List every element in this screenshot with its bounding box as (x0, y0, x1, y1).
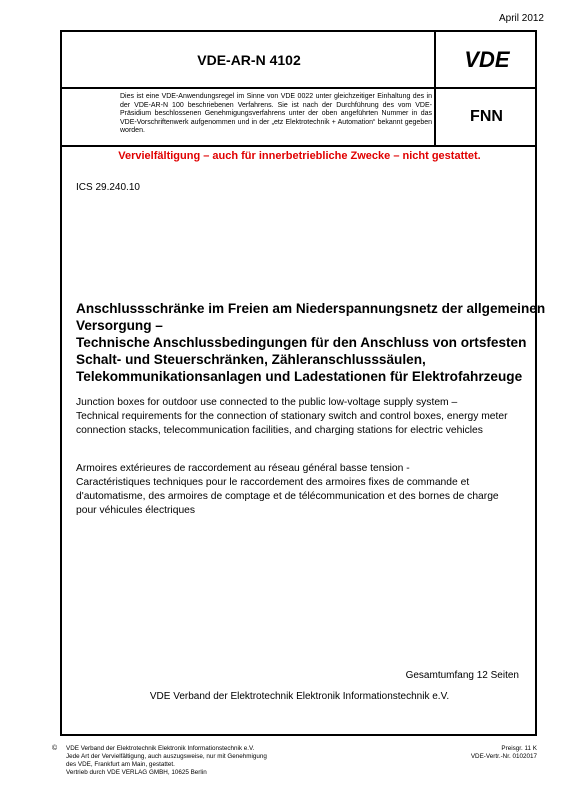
ics-code: ICS 29.240.10 (76, 182, 140, 193)
vde-logo-text: VDE (463, 48, 510, 71)
title-fr-line: Armoires extérieures de raccordement au réseau général basse tension - (76, 463, 410, 474)
title-en-line: Technical requirements for the connection of stationary switch and control boxes, energy meter (76, 411, 508, 422)
header-right (436, 32, 537, 145)
footer (52, 745, 537, 795)
footer-line: Vertrieb durch VDE VERLAG GMBH, 10625 Berlin (66, 769, 207, 776)
page-count: Gesamtumfang 12 Seiten (405, 670, 519, 681)
standard-number: VDE-AR-N 4102 (62, 32, 436, 89)
copyright-icon: © (52, 745, 58, 752)
title-de-line: Technische Anschlussbedingungen für den Anschluss von ortsfesten (76, 335, 527, 350)
vde-logo (436, 32, 537, 89)
title-french (76, 462, 531, 518)
publication-date: April 2012 (498, 13, 544, 24)
header-divider (62, 145, 537, 147)
title-de-line: Versorgung – (76, 318, 163, 333)
title-de-line: Telekommunikationsanlagen und Ladestationen für Elektrofahrzeuge (76, 369, 523, 384)
title-de-line: Schalt- und Steuerschränken, Zähleranschlusssäulen, (76, 352, 426, 367)
cover-frame (60, 30, 546, 736)
vde-logo-icon (452, 49, 522, 71)
title-de-line: Anschlussschränke im Freien am Niederspannungsnetz der allgemeinen (76, 301, 546, 316)
title-german (76, 300, 546, 385)
title-fr-line: Caractéristiques techniques pour le raccordement des armoires fixes de commande et (76, 477, 470, 488)
price-group: Preisgr. 11 K (501, 745, 537, 752)
footer-order-info (471, 745, 537, 761)
title-fr-line: d'automatisme, des armoires de comptage et de télécommunication et des bornes de charge (76, 491, 499, 502)
footer-copyright (66, 745, 366, 777)
footer-line: des VDE, Frankfurt am Main, gestattet. (66, 761, 175, 768)
copy-notice: Vervielfältigung – auch für innerbetriebliche Zwecke – nicht gestattet. (118, 150, 481, 162)
association-name: VDE Verband der Elektrotechnik Elektronik Informationstechnik e.V. (149, 691, 450, 702)
footer-line: VDE Verband der Elektrotechnik Elektronik Informationstechnik e.V. (66, 745, 255, 752)
title-english (76, 396, 531, 438)
title-fr-line: pour véhicules électriques (76, 505, 196, 516)
title-en-line: connection stacks, telecommunication facilities, and charging stations for electric vehicles (76, 425, 483, 436)
header-left (62, 32, 436, 145)
standard-description: Dies ist eine VDE-Anwendungsregel im Sinne von VDE 0022 unter gleichzeitiger Einhaltung des in der VDE-AR-N 100 beschriebenen Verfahrens. Sie ist nach der Durchführung des vom VDE-Präsidium beschlossenen Genehmigungsverfahrens unter der oben angeführten Nummer in das VDE-Vorschriftenwerk aufgenommen und in der „etz Elektrotechnik + Automation“ bekannt gegeben worden. (120, 93, 432, 135)
footer-line: Jede Art der Vervielfältigung, auch auszugsweise, nur mit Genehmigung (66, 753, 267, 760)
fnn-label: FNN (470, 108, 503, 125)
title-en-line: Junction boxes for outdoor use connected to the public low-voltage supply system – (76, 397, 458, 408)
order-number: VDE-Vertr.-Nr. 0102017 (470, 753, 537, 760)
